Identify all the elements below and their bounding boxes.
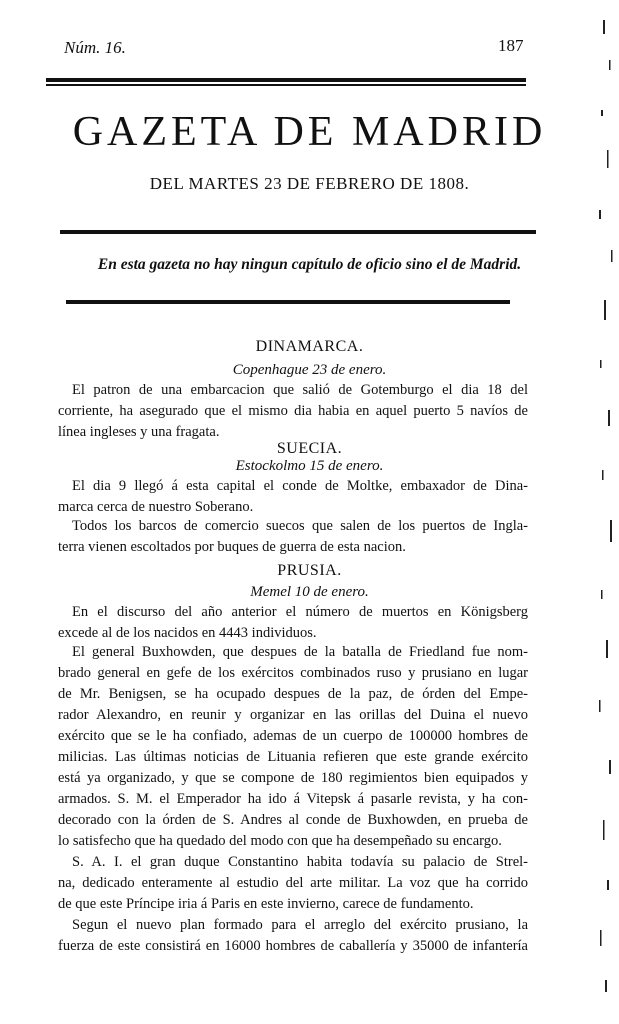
text-line: brado general en gefe de los exércitos combinados ruso y prusiano en lugar xyxy=(58,665,528,681)
text-line: de Mr. Benigsen, se ha ocupado despues de la paz, de órden del Empe- xyxy=(58,686,528,702)
text-line: na, dedicado enteramente al estudio del arte militar. La voz que ha corrido xyxy=(58,875,528,891)
text-line: excede al de los nacidos en 4443 individuos. xyxy=(58,625,317,641)
page-edge-bleed xyxy=(593,0,619,1024)
text-line: está ya organizado, y que se compone de 180 regimientos bien equipados y xyxy=(58,770,528,786)
paragraph-prusia-3 xyxy=(58,852,528,915)
page-number: 187 xyxy=(498,36,524,55)
text-line: fuerza de este consistirá en 16000 hombres de caballería y 35000 de infantería xyxy=(58,938,528,954)
text-line: de que este Príncipe iria á Paris en este invierno, carece de fundamento. xyxy=(58,896,474,912)
section-heading-dinamarca: DINAMARCA. xyxy=(255,338,364,355)
text-line: lo satisfecho que ha quedado del modo con que ha desempeñado su encargo. xyxy=(58,833,502,849)
date-rule xyxy=(60,230,536,234)
text-line: El patron de una embarcacion que salió de Gotemburgo el dia 18 del xyxy=(72,382,528,398)
text-line: Segun el nuevo plan formado para el arreglo del exército prusiano, la xyxy=(72,917,528,933)
text-line: corriente, ha asegurado que el mismo dia habia en aquel puerto 5 navíos de xyxy=(58,403,528,419)
official-notice: En esta gazeta no hay ningun capítulo de oficio sino el de Madrid. xyxy=(97,256,522,273)
dateline-copenhague: Copenhague 23 de enero. xyxy=(232,362,387,378)
paragraph-suecia-2 xyxy=(58,516,528,558)
paragraph-prusia-2 xyxy=(58,642,528,852)
text-line: terra vienen escoltados por buques de guerra de esta nacion. xyxy=(58,539,406,555)
text-line: decorado con la órden de S. Andres al conde de Buxhowden, en prueba de xyxy=(58,812,528,828)
paragraph-prusia-4 xyxy=(58,915,528,957)
masthead-title: GAZETA DE MADRID xyxy=(72,109,547,155)
text-line: rador Alexandro, en reunir y organizar en las orillas del Duina el nuevo xyxy=(58,707,528,723)
paragraph-suecia-1 xyxy=(58,476,528,518)
dateline-memel: Memel 10 de enero. xyxy=(250,584,369,600)
text-line: Todos los barcos de comercio suecos que salen de los puertos de Ingla- xyxy=(72,518,528,534)
section-heading-suecia: SUECIA. xyxy=(276,440,343,457)
text-line: S. A. I. el gran duque Constantino habita todavía su palacio de Strel- xyxy=(72,854,528,870)
header-rule xyxy=(46,78,526,86)
text-line: El general Buxhowden, que despues de la batalla de Friedland fue nom- xyxy=(72,644,528,660)
text-line: armados. S. M. el Emperador ha ido á Vitepsk á pasarle revista, y ha con- xyxy=(58,791,528,807)
text-line: milicias. Las últimas noticias de Lituania refieren que este grande exército xyxy=(58,749,528,765)
text-line: El dia 9 llegó á esta capital el conde de Moltke, embaxador de Dina- xyxy=(72,478,528,494)
issue-date: DEL MARTES 23 DE FEBRERO DE 1808. xyxy=(149,174,470,193)
issue-number: Núm. 16. xyxy=(64,38,126,57)
section-heading-prusia: PRUSIA. xyxy=(277,562,342,579)
paragraph-dinamarca xyxy=(58,380,528,443)
text-line: línea ingleses y una fragata. xyxy=(58,424,220,440)
paragraph-prusia-1 xyxy=(58,602,528,644)
text-line: exército que se le ha confiado, ademas de un cuerpo de 100000 hombres de xyxy=(58,728,528,744)
dateline-estockolmo: Estockolmo 15 de enero. xyxy=(235,458,384,474)
notice-rule xyxy=(66,300,510,304)
text-line: marca cerca de nuestro Soberano. xyxy=(58,499,254,515)
text-line: En el discurso del año anterior el número de muertos en Königsberg xyxy=(72,604,528,620)
